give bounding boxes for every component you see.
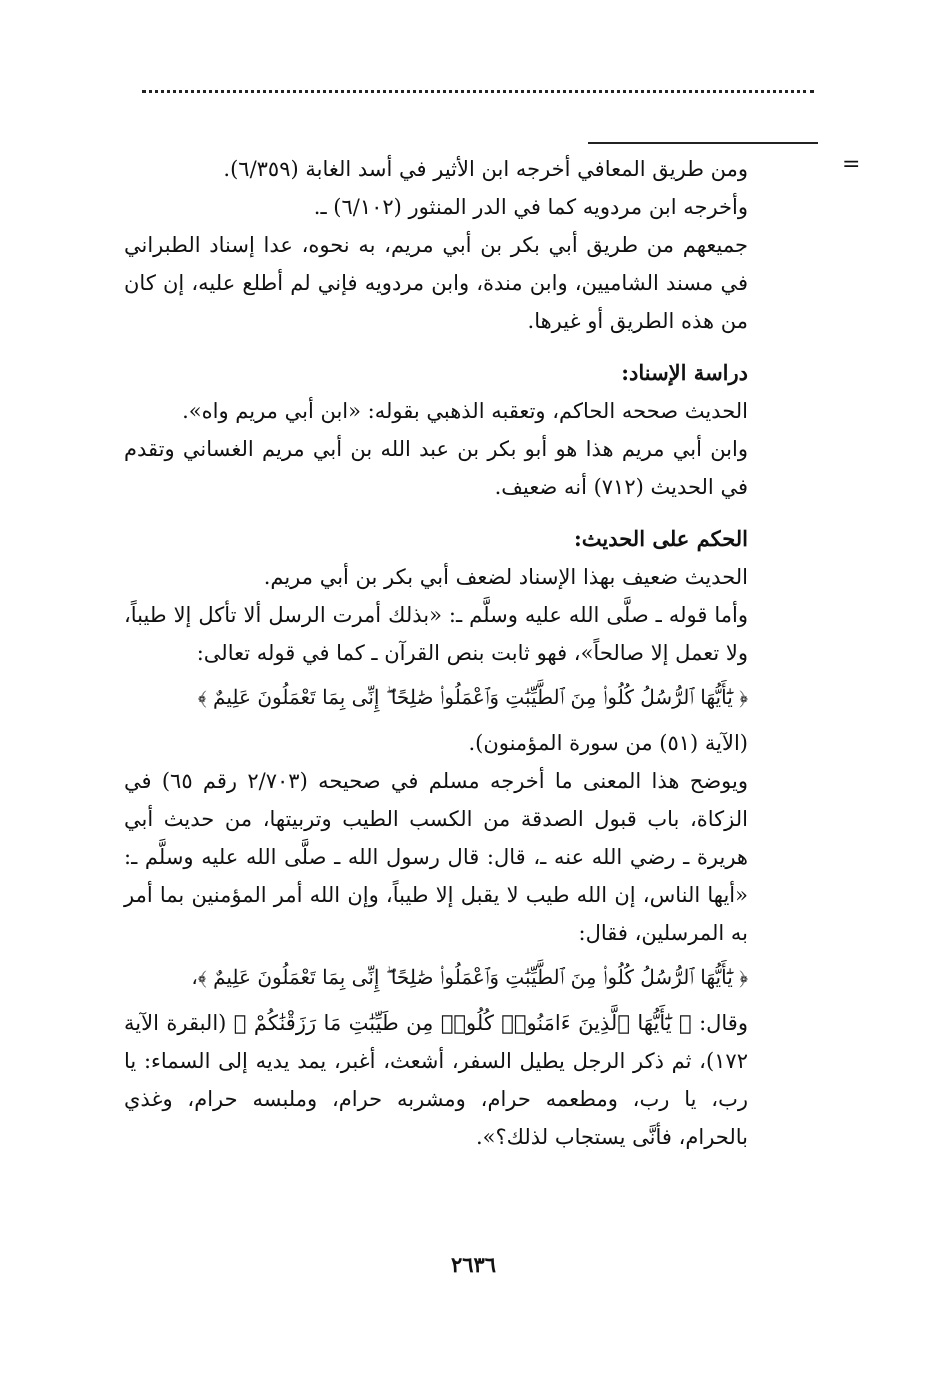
ayah-reference: (الآية (٥١) من سورة المؤمنون). bbox=[468, 731, 748, 755]
isnad-line-1: الحديث صححه الحاكم، وتعقبه الذهبي بقوله: «ابن أبي مريم واه». bbox=[182, 399, 748, 423]
ruling-line-2: وأما قوله ـ صلَّى الله عليه وسلَّم ـ: «بذلك أمرت الرسل ألا تأكل إلا طيباً، ولا تعمل إلا صالحاً»، فهو ثابت بنص القرآن ـ كما في قوله تعالى: bbox=[124, 603, 748, 665]
quran-verse-1: ﴿ يَٰٓأَيُّهَا ٱلرُّسُلُ كُلُوا۟ مِنَ ٱلطَّيِّبَٰتِ وَٱعْمَلُوا۟ صَٰلِحًا ۖ إِنِّى بِمَا تَعْمَلُونَ عَلِيمٌ ﴾ bbox=[197, 685, 748, 709]
ruling-line-4: وقال: ﴿ يَٰٓأَيُّهَا ٱلَّذِينَ ءَامَنُوا۟ كُلُوا۟ مِن طَيِّبَٰتِ مَا رَزَقْنَٰكُمْ ﴾ (البقرة الآية ١٧٢)، ثم ذكر الرجل يطيل السفر، أشعث، أغبر، يمد يديه إلى السماء: يا رب، يا رب، ومطعمه حرام، ومشربه حرام، وملبسه حرام، وغذي بالحرام، فأنَّى يستجاب لذلك؟». bbox=[124, 1011, 748, 1149]
dotted-separator bbox=[142, 90, 814, 93]
ruling-line-3: ويوضح هذا المعنى ما أخرجه مسلم في صحيحه (٢/٧٠٣ رقم ٦٥) في الزكاة، باب قبول الصدقة من الكسب الطيب وتربيتها، من حديث أبي هريرة ـ رضي الله عنه ـ، قال: قال رسول الله ـ صلَّى الله عليه وسلَّم ـ: «أيها الناس، إن الله طيب لا يقبل إلا طيباً، وإن الله أمر المؤمنين بما أمر به المرسلين، فقال: bbox=[124, 769, 748, 945]
page-number: ٢٦٣٦ bbox=[450, 1252, 497, 1277]
ruling-heading: الحكم على الحديث: bbox=[574, 526, 748, 551]
continuation-mark: = bbox=[842, 152, 861, 177]
ruling-line-1: الحديث ضعيف بهذا الإسناد لضعف أبي بكر بن أبي مريم. bbox=[263, 565, 748, 589]
footnote-line-3: جميعهم من طريق أبي بكر بن أبي مريم، به نحوه، عدا إسناد الطبراني في مسند الشاميين، وابن مندة، وابن مردويه فإني لم أطلع عليه، إن كان من هذه الطريق أو غيرها. bbox=[124, 233, 748, 333]
footnote-rule bbox=[588, 142, 818, 144]
isnad-line-2: وابن أبي مريم هذا هو أبو بكر بن عبد الله بن أبي مريم الغساني وتقدم في الحديث (٧١٢) أنه ضعيف. bbox=[124, 437, 748, 499]
footnote-line-2: وأخرجه ابن مردويه كما في الدر المنثور (٦/١٠٢) ـ. bbox=[313, 195, 748, 219]
isnad-heading: دراسة الإسناد: bbox=[621, 360, 748, 385]
footnote-line-1: ومن طريق المعافي أخرجه ابن الأثير في أسد الغابة (٦/٣٥٩). bbox=[223, 157, 748, 181]
body-text bbox=[124, 150, 748, 1156]
quran-verse-2: ﴿ يَٰٓأَيُّهَا ٱلرُّسُلُ كُلُوا۟ مِنَ ٱلطَّيِّبَٰتِ وَٱعْمَلُوا۟ صَٰلِحًا ۖ إِنِّى بِمَا تَعْمَلُونَ عَلِيمٌ ﴾، bbox=[191, 965, 748, 989]
